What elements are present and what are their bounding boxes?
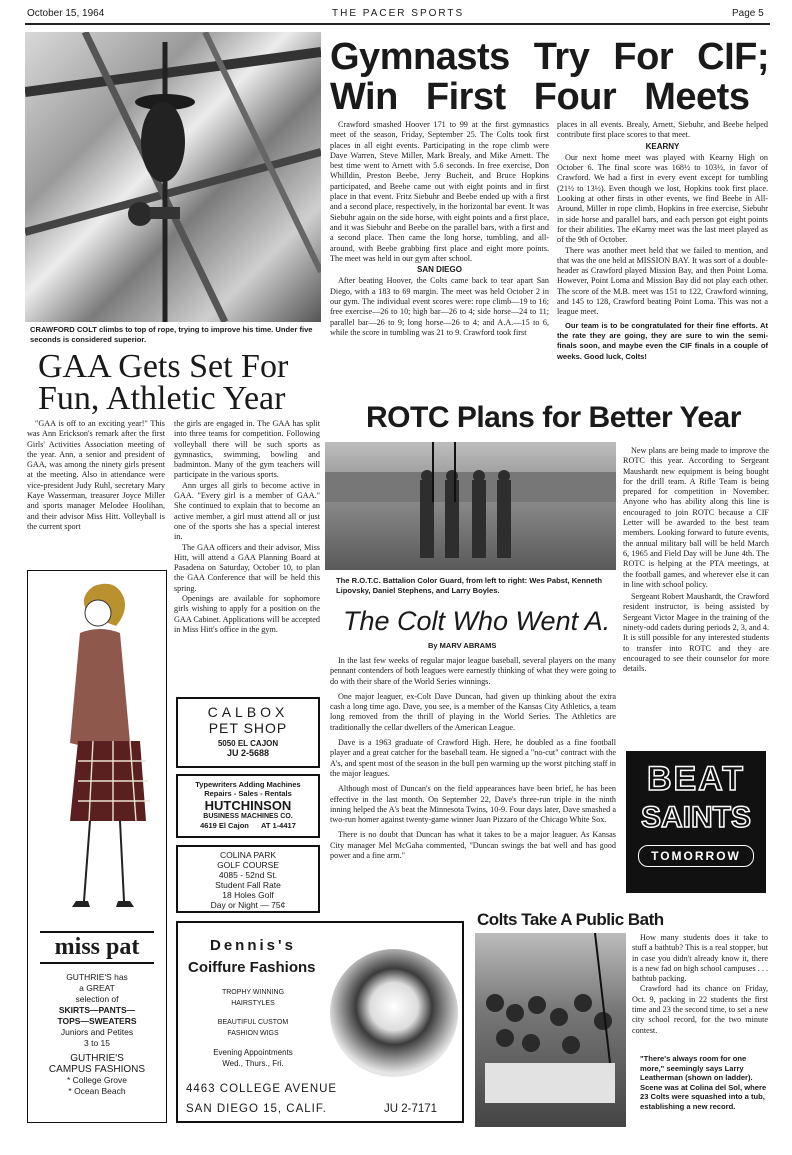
colina-line: 18 Holes Golf [222,890,274,900]
gymnastics-headline-line1: Gymnasts Try For CIF; [330,36,770,78]
colt-paragraph: In the last few weeks of regular major league baseball, several players on the many pennant contenders of both leagues were earnestly thinking of what they were going to do with their share of the World Series winnings. [330,656,616,686]
colina-line: Student Fall Rate [215,880,281,890]
rotc-paragraph: Sergeant Robert Maushardt, the Crawford resident instructor, is being assisted by Sergeant Victor Magee in the training of the ninety-odd cadets during periods 2, 3, and 4. It is still possible for any interested students to transfer into ROTC and they are encouraged to see their counselor for more details. [623,592,769,674]
bath-headline: Colts Take A Public Bath [477,910,664,929]
gaa-paragraph: Ann urges all girls to become active in GAA. "Every girl is a member of GAA." She continued to explain that to become an active member, a girl must attend all or just one of the sports she has a special interest in. [174,480,320,542]
hutchinson-line: Typewriters Adding Machines [195,780,301,789]
gymnastics-column-2 [557,120,768,362]
colina-line: Day or Night — 75¢ [210,900,286,910]
rotc-caption: The R.O.T.C. Battalion Color Guard, from left to right: Wes Pabst, Kenneth Lipovsky, Daniel Stephens, and Larry Boyles. [336,576,603,595]
bath-paragraph: How many students does it take to stuff a bathtub? This is a real stopper, but in case you didn't already know it, there is a new fad on high school campuses . . . bathtub packing. [632,933,768,984]
subhead-san-diego: SAN DIEGO [417,265,462,275]
colt-article [330,656,616,861]
miss-pat-line: a GREAT [79,983,115,993]
calbox-phone: JU 2-5688 [226,748,270,758]
colt-byline: By MARV ABRAMS [428,641,497,650]
bathtub-packing-photo [475,933,626,1127]
hutchinson-phone: AT 1-4417 [260,821,296,830]
miss-pat-line: selection of [75,994,119,1004]
rope-climb-photo [25,32,321,322]
dennis-line: Evening Appointments [213,1048,293,1057]
calbox-name-2: PET SHOP [208,720,288,736]
gaa-headline-line1: GAA Gets Set For [38,348,289,385]
fashion-illustration [28,571,164,931]
page-number: Page 5 [732,8,764,19]
gymnastics-paragraph: There was another meet held that we failed to mention, and that was the one held at MISSION BAY. It was sort of a double-header as Crawford played Mission Bay, and then Point Loma. However, Point Loma and Mission Bay did not play each other. The score of the M.B. meet was 151 to 122, Crawford winning, and 145 to 128, Crawford beating Point Loma. This was not a league meet. [557,245,768,317]
gaa-column-2 [174,419,320,635]
ad-hutchinson [176,774,320,838]
rotc-headline: ROTC Plans for Better Year [366,401,741,434]
subhead-kearny: KEARNY [645,141,680,151]
colina-line: GOLF COURSE [217,860,279,870]
rotc-paragraph: New plans are being made to improve the ROTC this year. According to Sergeant Maushardt new equipment is being bought for the drill team. A Rifle Team is being prepared for competition in November. Anyone who has ability along this line is encouraged to join ROTC because a CIF Letter will be awarded to the best team members. Looking forward to future events, the annual military ball will be held March 6, 1965 and Field Day will be June 4th. The ROTC is helping at the PTA meetings, at the football games, and wherever else it can in line with school policy. [623,446,769,589]
rotc-color-guard-photo [325,442,616,570]
gymnastics-paragraph: After beating Hoover, the Colts came back to tear apart San Diego, with a 183 to 69 margin. The meet was held October 2 in our gym. The individual event scores were: rope climb—19 to 16; free exercise—26 to 10; high bar—26 to 4; side horse—24 to 11; parallel bar—26 to 9; long horse—26 to 4; and A.A.—15 to 6, while the score in tumbling was 21 to 9. Crawford took first [330,276,549,337]
miss-pat-line: * College Grove [66,1075,127,1085]
dennis-line: FASHION WIGS [227,1030,279,1037]
tomorrow-text: TOMORROW [638,845,754,867]
bath-caption: "There's always room for one more," seemingly says Larry Leatherman (shown on ladder). Scene was at Colina del Sol, where 23 Colts were squashed into a tub, establishing a new record. [640,1054,767,1111]
dennis-name: Dennis's [210,937,296,954]
hutchinson-sub: BUSINESS MACHINES CO. [203,813,293,820]
miss-pat-logo: miss pat [40,931,154,964]
miss-pat-line: SKIRTS—PANTS— [58,1005,136,1015]
ad-colina-park [176,845,320,913]
colt-headline: The Colt Who Went A. [343,606,611,636]
calbox-name: CALBOX [207,704,289,720]
colt-paragraph: There is no doubt that Duncan has what it takes to be a major leaguer. As Kansas City manager Mel McGaha commented, "Duncan swings the bat well and has good power and a fine arm." [330,830,616,861]
miss-pat-line: GUTHRIE'S has [66,972,128,982]
miss-pat-line: TOPS—SWEATERS [57,1016,137,1026]
gymnastics-closing: Our team is to be congratulated for their fine efforts. At the rate they are going, they are sure to win the semi-finals soon, and maybe even the CIF finals in a couple of weeks. Good luck, Colts! [557,320,768,361]
color-guard-illustration [325,442,616,570]
miss-pat-line: 3 to 15 [84,1038,110,1048]
gymnastics-headline-line2: Win First Four Meets [330,76,750,118]
colt-paragraph: Dave is a 1963 graduate of Crawford High. Here, he doubled as a fine football player and a great catcher for the baseball team. He signed a "no-cut" contract with the A's, and spent most of the season in the bull pen warming up the worst pitching staff in the major leagues. [330,738,616,778]
gaa-paragraph: "GAA is off to an exciting year!" This was Ann Erickson's remark after the first Girls' Activities Association meeting of the year. Ann, a senior and president of GAA, was among the ninety girls present at the meeting. Also in attendance were vice-president Judy Ruhl, secretary Mary Kaye Wasserman, treasurer Joyce Miller and sports manager Melodee Hoolihan, and their advisor Miss Hitt. Volleyball is the current sport [27,419,165,531]
hutchinson-address: 4619 El Cajon [200,821,249,830]
miss-pat-line: GUTHRIE'S [70,1053,124,1064]
gaa-paragraph: Openings are available for sophomore girls wishing to apply for a position on the GAA Cabinet. Applications will be accepted in Miss Hitt's office in the gym. [174,594,320,634]
miss-pat-line: CAMPUS FASHIONS [48,1064,146,1075]
rotc-column [623,446,769,675]
gymnastics-paragraph: Our next home meet was played with Kearny High on October 6. The final score was 168½ to 103½, in favor of Crawford. We had a first in every event except for tumbling (21½ to 13½). Even though we lost, Hopkins took first place. Looking at other firsts in other events, we find Beebe in All-Around, Miller in rope climb, Hopkins in free exercise, Siebuhr in side horse and parallel bars, and each person got eight points for their abilities. The eKarny meet was the last meet played as of the 9th of October. [557,152,768,245]
gaa-column-1 [27,419,165,532]
bath-paragraph: Crawford had its chance on Friday, Oct. 9, packing in 22 students the first time and 23 the second time, to set a new city school record, for the two minute contest. [632,984,768,1035]
hutchinson-line: Repairs - Sales - Rentals [204,789,292,798]
gymnastics-paragraph: Crawford smashed Hoover 171 to 99 at the first gymnastics meet of the season, Friday, September 25. The Colts took first places in all eight events. Participating in the rope climb were Dave Warren, Steve Miller, Mark Brealy, and Mike Arnett. The best time went to Arnett with 5.6 seconds. In free exercise, Don Whilldin, Preston Beebe, Jerry Bucheit, and Bruce Hopkins participated, and Beebe came out with eight points and in first place in that event. Fritz Siebuhr and Beebe ended up with a first and a second place, respectively, in the horizontal bar event. It was Siebuhr again on the side horse, with eight points and a first place, and it was Siebuhr and Beebe on the parallel bars, with a first and a second place. Then came the long horse, tumbling, and all-around, with Beebe grabbing first place and eight more points. The meet was held in our gym after school. [330,120,549,263]
rope-climb-caption: CRAWFORD COLT climbs to top of rope, trying to improve his time. Under five seconds is considered superior. [30,325,313,344]
dennis-city: SAN DIEGO 15, CALIF. [186,1103,327,1115]
beat-saints-banner [626,751,766,893]
miss-pat-line: Juniors and Petites [60,1027,134,1037]
ad-miss-pat [27,570,167,1123]
colina-line: COLINA PARK [219,850,277,860]
issue-date: October 15, 1964 [27,8,105,19]
rope-climb-illustration [25,32,321,322]
dennis-line: HAIRSTYLES [231,1000,275,1007]
colt-paragraph: One major leaguer, ex-Colt Dave Duncan, had given up thinking about the extra cash a long time ago. Dave, you see, is a member of the Kansas City Athletics, a team long removed from the thrill of playing in the World Series. The Athletics are traditionally the cellar dwellers of the American League. [330,691,616,732]
colina-line: 4085 - 52nd St. [218,870,278,880]
calbox-address: 5050 EL CAJON [217,739,279,748]
miss-pat-line: * Ocean Beach [68,1086,126,1096]
gymnastics-paragraph: places in all events. Brealy, Arnett, Siebuhr, and Beebe helped contribute first place scores to that meet. [557,120,768,140]
model-portrait [330,949,458,1077]
colt-paragraph: Although most of Duncan's on the field appearances have been brief, he has been effective in the last month. On September 22, Dave's three-run triple in the ninth inning helped the A's beat the Minnesota Twins, 10-9. Four days later, Dave smashed a two-run homer against twenty-game winner Juan Pizzaro of the Chicago White Sox. [330,784,616,825]
gaa-paragraph: the girls are engaged in. The GAA has split into three teams for competition. Following volleyball there will be such sports as gymnastics, swimming, bowling and badminton. Many of the gym teachers will participate in the various sports. [174,419,320,480]
dennis-line: TROPHY WINNING [221,989,285,996]
dennis-phone: JU 2-7171 [384,1103,438,1115]
gaa-headline-line2: Fun, Athletic Year [38,380,286,417]
dennis-name-2: Coiffure Fashions [188,959,316,976]
dennis-line: BEAUTIFUL CUSTOM [217,1019,289,1026]
bathtub-crowd-illustration [475,933,626,1127]
dennis-address: 4463 COLLEGE AVENUE [186,1083,338,1095]
beat-text: BEAT [646,760,746,798]
header-rule [25,23,770,25]
gaa-paragraph: The GAA officers and their advisor, Miss Hitt, will attend a GAA Planning Board at Pasadena on Saturday, October 10, to plan the GAA Conference that will be held this spring. [174,542,320,593]
gymnastics-column-1 [330,120,549,338]
hutchinson-name: HUTCHINSON [204,798,292,813]
ad-dennis-coiffure [176,921,464,1123]
ad-calbox-pet-shop [176,697,320,768]
dennis-line: Wed., Thurs., Fri. [222,1059,284,1068]
saints-text: SAINTS [640,801,751,834]
bath-article [632,933,768,1036]
section-title: THE PACER SPORTS [332,8,465,19]
